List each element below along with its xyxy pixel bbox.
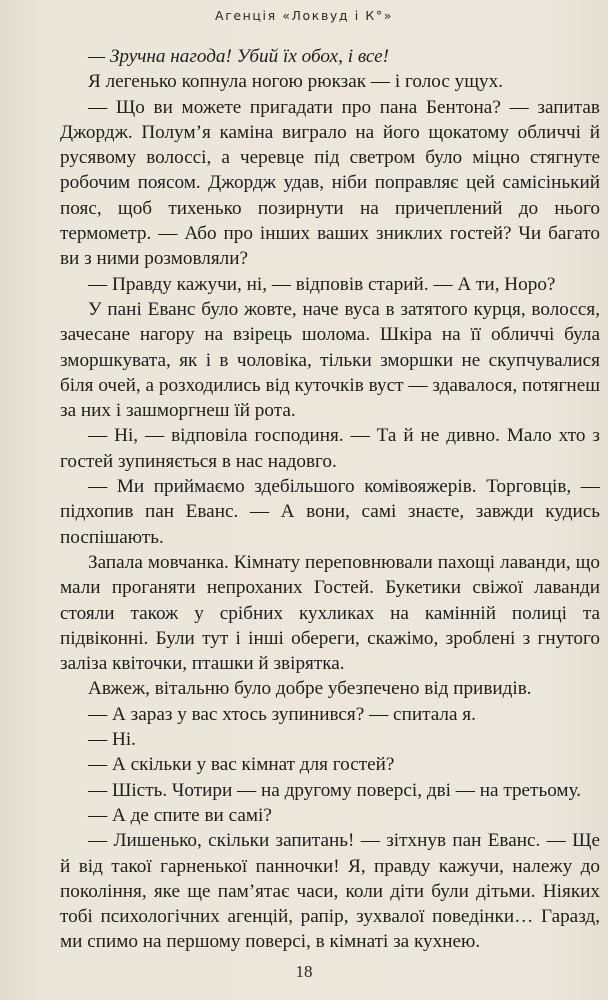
page-number: 18 <box>295 962 313 981</box>
paragraph: У пані Еванс було жовте, наче вуса в затятого курця, волосся, зачесане нагору на взірець шолома. Шкіра на її обличчі була зморшкувата, як і в чоловіка, тільки зморшки не скупчувалися біля очей, а розходились від куточків вуст — здавалося, потягнеш за них і зашморгнеш їй рота. <box>60 298 600 422</box>
running-head: Агенція «Локвуд і К°» <box>215 8 393 23</box>
paragraph: Я легенько копнула ногою рюкзак — і голос ущух. <box>88 71 504 93</box>
paragraph: — А скільки у вас кімнат для гостей? <box>88 754 395 776</box>
paragraph: — А де спите ви самі? <box>88 804 272 826</box>
paragraph: — Ні. <box>88 729 136 751</box>
paragraph: — Що ви можете пригадати про пана Бентона? — запитав Джордж. Полум’я каміна виграло на його щокатому обличчі й русявому волоссі, а черевце під светром було міцно стягнуте робочим поясом. Джордж удав, ніби поправляє цей самісінький пояс, щоб тихенько позирнути на причеплений до нього термометр. — Або про інших ваших зниклих гостей? Чи багато ви з ними розмовляли? <box>60 96 600 270</box>
paragraph: — Ми приймаємо здебільшого комівояжерів. Торговців, — підхопив пан Еванс. — А вони, самі знаєте, завжди кудись поспішають. <box>60 476 600 548</box>
paragraph: — Правду кажучи, ні, — відповів старий. — А ти, Норо? <box>88 273 556 295</box>
paragraph: — Ні, — відповіла господиня. — Та й не дивно. Мало хто з гостей зупиняється в нас надовго. <box>60 425 600 472</box>
paragraph: — А зараз у вас хтось зупинився? — спитала я. <box>88 703 476 725</box>
paragraph: — Зручна нагода! Убий їх обох, і все! <box>88 46 390 67</box>
paragraph: — Шість. Чотири — на другому поверсі, дві — на третьому. <box>88 779 582 801</box>
body-text <box>60 44 600 955</box>
paragraph: — Лишенько, скільки запитань! — зітхнув пан Еванс. — Ще й від такої гарненької панночки! Я, правду кажучи, належу до покоління, яке ще пам’ятає часи, коли діти були дітьми. Ніяких тобі психологічних агенцій, рапір, зухвалої поведінки… Гаразд, ми спимо на першому поверсі, в кімнаті за кухнею. <box>60 830 600 953</box>
paragraph: Авжеж, вітальню було добре убезпечено від привидів. <box>88 678 532 700</box>
paragraph: Запала мовчанка. Кімнату переповнювали пахощі лаванди, що мали проганяти непроханих Гостей. Букетики свіжої лаванди стояли також у срібних кухликах на камінній полиці та підвіконні. Були тут і інші обереги, скажімо, зроблені з гнутого заліза квіточки, пташки й звірятка. <box>60 551 600 675</box>
